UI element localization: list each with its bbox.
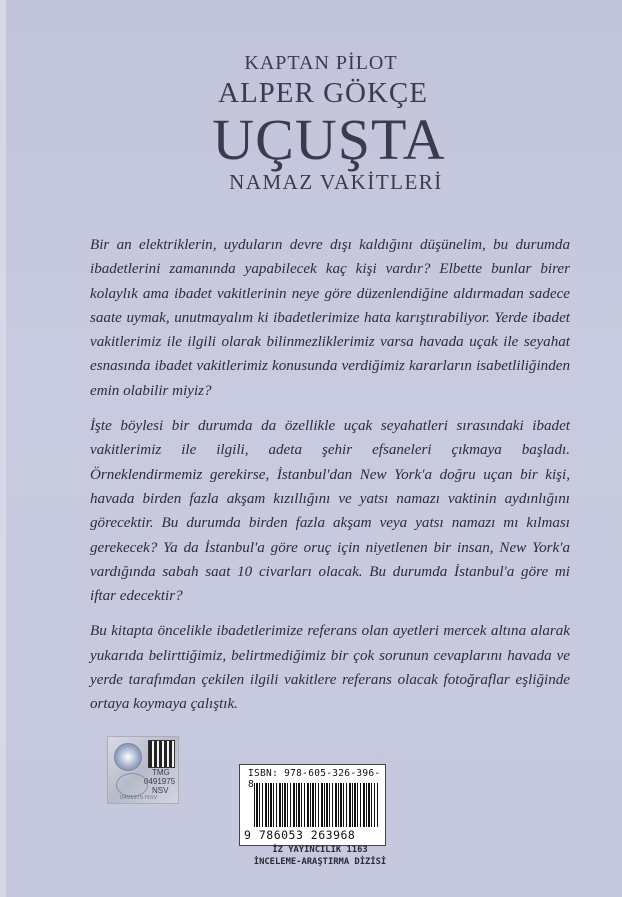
author-rank: KAPTAN PİLOT xyxy=(244,52,398,74)
isbn-barcode xyxy=(239,764,386,846)
hologram-sticker xyxy=(107,736,179,804)
blurb xyxy=(90,233,570,728)
publisher-info xyxy=(200,844,440,868)
blurb-paragraph-1: Bir an elektriklerin, uyduların devre dışı kaldığını düşünelim, bu durumda ibadetlerini zamanında yapabilecek kaç kişi vardır? Elbette bunlar birer kolaylık ama ibadet vakitlerinin neye göre düzenlendiğine aldırmadan sadece saate uymak, unutmayalım ki ibadetlerimize hata karıştırabiliyor. Yerde ibadet vakitlerimiz ile ilgili olarak bilinmezliklerimiz varsa havada uçak ile seyahat esnasında ibadet vakitlerimiz konusunda verdiğimiz kararların isabetliliğinden emin olabilir miyiz? xyxy=(90,237,570,399)
publisher-line-2: İNCELEME-ARAŞTIRMA DİZİSİ xyxy=(253,857,387,867)
publisher-line-1: İZ YAYINCILIK 1163 xyxy=(272,845,368,855)
hologram-code-1: TMG xyxy=(152,768,170,777)
hologram-bottom-text: 0491975 NSV xyxy=(120,795,158,801)
hologram-code-2: 0491975 xyxy=(144,777,176,786)
author-name: ALPER GÖKÇE xyxy=(218,77,428,109)
cover-header xyxy=(0,52,622,195)
blurb-paragraph-3: Bu kitapta öncelikle ibadetlerimize referans olan ayetleri mercek altına alarak yukarıda belirttiğimiz, belirtmediğimiz bir çok sorunun cevaplarını havada ve yerde tarafımdan çekilen ilgili vakitlere referans olacak fotoğraflar eşliğinde ortaya koymaya çalıştık. xyxy=(90,623,570,713)
book-subtitle: NAMAZ VAKİTLERİ xyxy=(229,170,443,194)
barcode-number: 9 786053 263968 xyxy=(244,828,356,842)
book-title: UÇUŞTA xyxy=(212,107,446,172)
isbn-label: ISBN: 978-605-326-396-8 xyxy=(248,768,381,790)
qr-code-icon xyxy=(148,740,175,768)
hologram-code-3: NSV xyxy=(152,786,169,795)
blurb-paragraph-2: İşte böylesi bir durumda da özellikle uçak seyahatleri sırasındaki ibadet vakitlerimiz ile ilgili, adeta şehir efsaneleri çıkmaya başladı. Örneklendirmemiz gerekirse, İstanbul'dan New York'a doğru uçan bir kişi, havada birden fazla akşam kızıllığını ve yatsı namazı vaktinin aydınlığını görecektir. Bu durumda birden fazla akşam veya yatsı namazı mı kılması gerekecek? Ya da İstanbul'a göre oruç için niyetlenen bir insan, New York'a vardığında sabah saat 10 civarları olacak. Bu durumda İstanbul'a göre mi iftar edecektir? xyxy=(90,418,570,605)
barcode-bars-icon xyxy=(254,783,378,827)
ministry-logo-icon xyxy=(114,743,142,771)
